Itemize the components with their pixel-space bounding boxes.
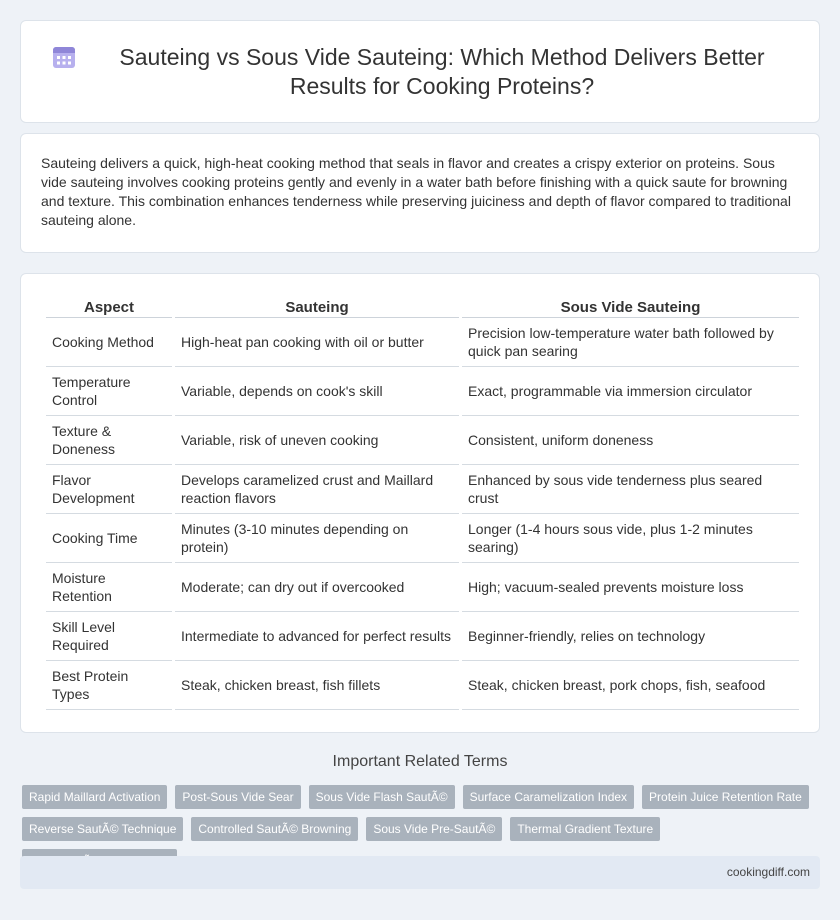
related-term-tag[interactable]: Surface Caramelization Index	[463, 785, 634, 809]
table-row	[46, 514, 799, 563]
sauteing-cell: Variable, depends on cook's skill	[175, 367, 459, 416]
sauteing-cell: Moderate; can dry out if overcooked	[175, 563, 459, 612]
aspect-cell: Skill Level Required	[46, 612, 172, 661]
related-term-tag[interactable]: Reverse SautÃ© Technique	[22, 817, 183, 841]
related-term-tag[interactable]: Sous Vide Pre-SautÃ©	[366, 817, 502, 841]
comparison-table	[43, 292, 802, 710]
intro-paragraph: Sauteing delivers a quick, high-heat cooking method that seals in flavor and creates a crispy exterior on proteins. Sous vide sauteing involves cooking proteins gently and evenly in a water bath before finishing with a quick saute for browning and texture. This combination enhances tenderness while preserving juiciness and depth of flavor compared to traditional sauteing alone.	[41, 155, 791, 228]
sous-vide-cell: Precision low-temperature water bath followed by quick pan searing	[462, 318, 799, 367]
aspect-cell: Flavor Development	[46, 465, 172, 514]
table-row	[46, 318, 799, 367]
sous-vide-cell: Enhanced by sous vide tenderness plus seared crust	[462, 465, 799, 514]
sous-vide-cell: Longer (1-4 hours sous vide, plus 1-2 minutes searing)	[462, 514, 799, 563]
aspect-cell: Cooking Time	[46, 514, 172, 563]
comparison-card	[20, 273, 820, 733]
sous-vide-cell: High; vacuum-sealed prevents moisture loss	[462, 563, 799, 612]
table-row	[46, 563, 799, 612]
aspect-cell: Texture & Doneness	[46, 416, 172, 465]
table-row	[46, 612, 799, 661]
sauteing-cell: Steak, chicken breast, fish fillets	[175, 661, 459, 710]
intro-card	[20, 133, 820, 253]
related-term-tag[interactable]: Protein Juice Retention Rate	[642, 785, 809, 809]
header-sous-vide-sauteing: Sous Vide Sauteing	[462, 292, 799, 318]
title-card	[20, 20, 820, 123]
sauteing-cell: Intermediate to advanced for perfect results	[175, 612, 459, 661]
aspect-cell: Temperature Control	[46, 367, 172, 416]
related-terms-heading: Important Related Terms	[332, 753, 508, 770]
related-term-tag[interactable]: Rapid Maillard Activation	[22, 785, 167, 809]
table-header-row	[46, 292, 799, 318]
page-title: Sauteing vs Sous Vide Sauteing: Which Method Delivers Better Results for Cooking Proteins?	[119, 43, 765, 99]
sous-vide-cell: Exact, programmable via immersion circulator	[462, 367, 799, 416]
sauteing-cell: High-heat pan cooking with oil or butter	[175, 318, 459, 367]
sauteing-cell: Minutes (3-10 minutes depending on protein)	[175, 514, 459, 563]
related-term-tag[interactable]: Thermal Gradient Texture	[510, 817, 660, 841]
related-term-tag[interactable]: Sous Vide Flash SautÃ©	[309, 785, 455, 809]
table-row	[46, 465, 799, 514]
sous-vide-cell: Consistent, uniform doneness	[462, 416, 799, 465]
aspect-cell: Best Protein Types	[46, 661, 172, 710]
header-sauteing: Sauteing	[175, 292, 459, 318]
related-term-tag[interactable]: Post-Sous Vide Sear	[175, 785, 300, 809]
calendar-icon	[51, 44, 77, 70]
sauteing-cell: Variable, risk of uneven cooking	[175, 416, 459, 465]
table-row	[46, 367, 799, 416]
sous-vide-cell: Steak, chicken breast, pork chops, fish, seafood	[462, 661, 799, 710]
aspect-cell: Moisture Retention	[46, 563, 172, 612]
aspect-cell: Cooking Method	[46, 318, 172, 367]
table-row	[46, 416, 799, 465]
footer-bar	[20, 856, 820, 889]
related-term-tag[interactable]: Controlled SautÃ© Browning	[191, 817, 358, 841]
header-aspect: Aspect	[46, 292, 172, 318]
sous-vide-cell: Beginner-friendly, relies on technology	[462, 612, 799, 661]
table-row	[46, 661, 799, 710]
sauteing-cell: Develops caramelized crust and Maillard reaction flavors	[175, 465, 459, 514]
site-link[interactable]: cookingdiff.com	[726, 865, 810, 879]
